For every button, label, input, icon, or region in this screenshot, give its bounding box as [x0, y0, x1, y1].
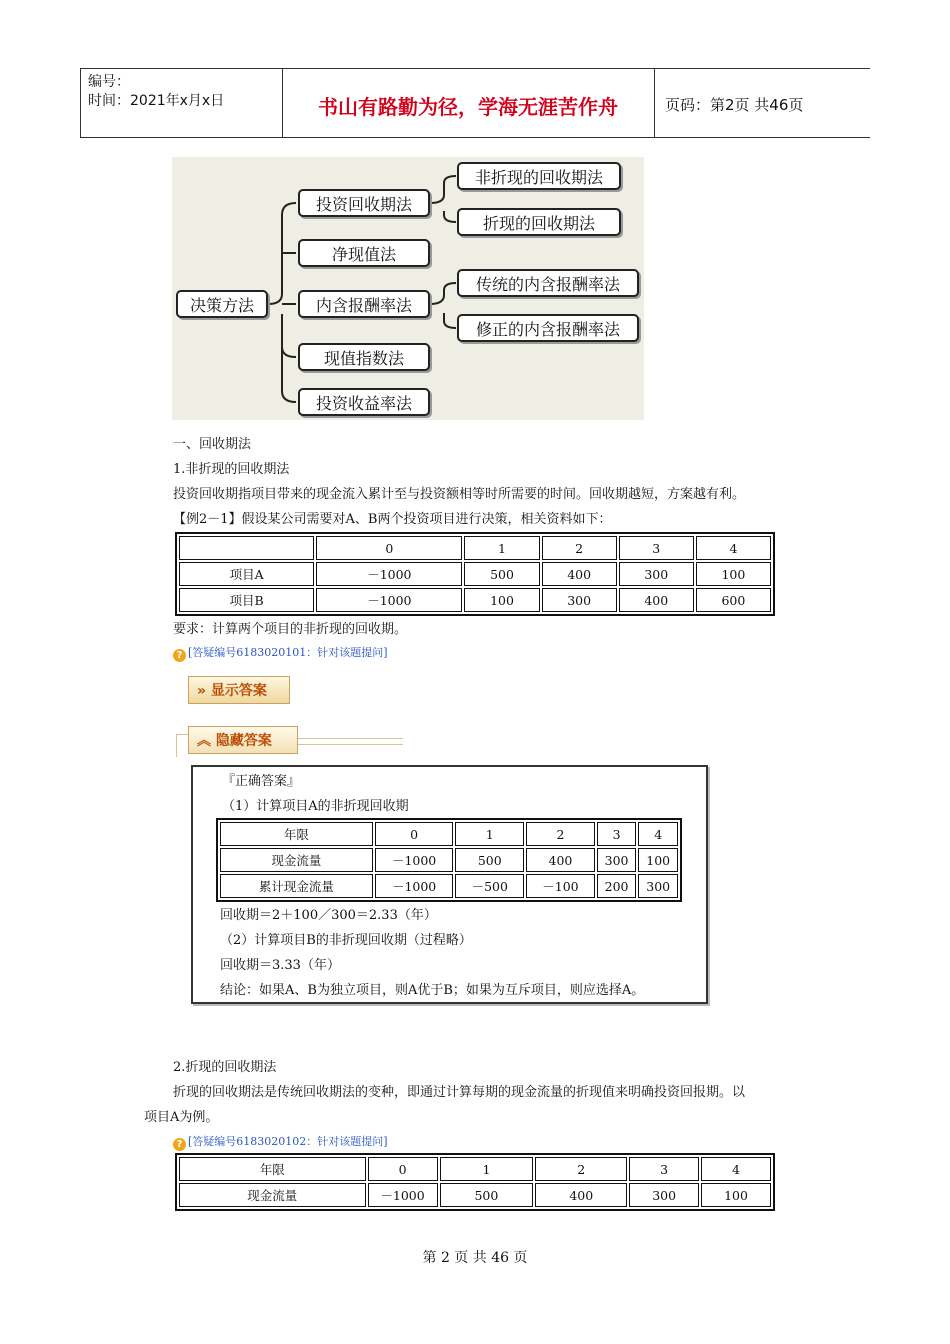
table-cell: 0 [368, 1157, 438, 1181]
node-undiscounted-payback: 非折现的回收期法 [457, 162, 621, 190]
table-header-row [179, 1157, 771, 1181]
double-chevron-up-icon: ︽ [197, 733, 211, 749]
header-divider [80, 69, 81, 137]
table-cell: 100 [464, 588, 539, 612]
table-cell: 100 [696, 562, 771, 586]
answer-result2: 回收期＝3.33（年） [220, 958, 340, 973]
table-cell: 100 [701, 1183, 771, 1207]
table-cell: 3 [619, 536, 694, 560]
table-cell: 2 [535, 1157, 627, 1181]
table-cell: 2 [542, 536, 617, 560]
show-answer-label: 显示答案 [210, 683, 267, 699]
node-irr-method: 内含报酬率法 [298, 290, 430, 318]
table-cell: 400 [535, 1183, 627, 1207]
paragraph: 折现的回收期法是传统回收期法的变种，即通过计算每期的现金流量的折现值来明确投资回报期。以 [173, 1085, 746, 1100]
table-cell: 累计现金流量 [220, 874, 373, 898]
table-cell: 300 [542, 588, 617, 612]
diagram-root-node: 决策方法 [176, 290, 268, 318]
paragraph: 项目A为例。 [144, 1110, 219, 1125]
table-cell: －500 [455, 874, 524, 898]
question-icon: ? [173, 1138, 186, 1151]
table-cell: 年限 [179, 1157, 366, 1181]
table-cell: 500 [464, 562, 539, 586]
table-row [220, 848, 678, 872]
header-time-label: 时间：2021年x月x日 [88, 93, 225, 109]
table-cell: 400 [542, 562, 617, 586]
answer-title: 『正确答案』 [222, 774, 301, 789]
header-divider [654, 69, 655, 137]
node-modified-irr: 修正的内含报酬率法 [457, 314, 639, 342]
paragraph: 投资回收期指项目带来的现金流入累计至与投资额相等时所需要的时间。回收期越短，方案越有利。 [173, 487, 746, 502]
table-cell: 项目B [179, 588, 314, 612]
node-npv-method: 净现值法 [298, 239, 430, 267]
table-cell: 300 [619, 562, 694, 586]
node-pi-method: 现值指数法 [298, 343, 430, 371]
table-cell: 现金流量 [179, 1183, 366, 1207]
table-cell: 3 [597, 822, 637, 846]
requirement-text: 要求：计算两个项目的非折现的回收期。 [173, 622, 408, 637]
subsection-heading: 2.折现的回收期法 [173, 1060, 277, 1075]
double-chevron-right-icon: » [197, 683, 207, 699]
discounted-payback-table [175, 1153, 775, 1211]
answer-result1: 回收期＝2＋100／300＝2.33（年） [220, 908, 437, 923]
table-cell: 4 [696, 536, 771, 560]
hide-answer-button[interactable] [188, 726, 298, 754]
node-payback-method: 投资回收期法 [298, 189, 430, 217]
decision-methods-diagram [172, 157, 644, 420]
answer-tab-rule [298, 738, 403, 745]
header-meta [88, 73, 224, 111]
table-cell: 500 [440, 1183, 534, 1207]
answer-step2: （2）计算项目B的非折现回收期（过程略） [220, 933, 472, 948]
hide-answer-label: 隐藏答案 [215, 733, 272, 749]
table-cell: －1000 [375, 874, 454, 898]
table-cell: 1 [440, 1157, 534, 1181]
table-cell: 2 [526, 822, 595, 846]
table-cell: 0 [316, 536, 462, 560]
table-cell: 现金流量 [220, 848, 373, 872]
qa-link[interactable]: [答疑编号6183020101：针对该题提问] [188, 646, 388, 659]
node-discounted-payback: 折现的回收期法 [457, 208, 621, 236]
header-motto: 书山有路勤为径，学海无涯苦作舟 [318, 95, 618, 119]
table-cell: 项目A [179, 562, 314, 586]
header-number-label: 编号： [88, 74, 130, 90]
table-row [179, 1183, 771, 1207]
table-cell: 300 [638, 874, 678, 898]
table-cell: 1 [455, 822, 524, 846]
question-icon: ? [173, 649, 186, 662]
qa-link-row[interactable] [173, 1130, 388, 1151]
example-text: 【例2－1】假设某公司需要对A、B两个投资项目进行决策，相关资料如下： [173, 512, 612, 527]
table-cell: 300 [597, 848, 637, 872]
table-cell: 400 [619, 588, 694, 612]
table-cell: 1 [464, 536, 539, 560]
section-heading: 一、回收期法 [173, 437, 252, 452]
table-cell: 3 [629, 1157, 699, 1181]
table-header-row [220, 822, 678, 846]
subsection-heading: 1.非折现的回收期法 [173, 462, 290, 477]
table-cell: 300 [629, 1183, 699, 1207]
table-cell: －1000 [316, 562, 462, 586]
table-cell: －1000 [316, 588, 462, 612]
table-cell: 400 [526, 848, 595, 872]
table-cell: －100 [526, 874, 595, 898]
page-header [80, 68, 870, 138]
page-footer: 第 2 页 共 46 页 [422, 1250, 528, 1266]
table-header-row [179, 536, 771, 560]
show-answer-button[interactable] [188, 676, 290, 704]
projects-cashflow-table [175, 532, 775, 616]
table-cell [179, 536, 314, 560]
qa-link[interactable]: [答疑编号6183020102：针对该题提问] [188, 1135, 388, 1148]
table-cell: －1000 [375, 848, 454, 872]
table-cell: 4 [638, 822, 678, 846]
table-cell: 500 [455, 848, 524, 872]
node-traditional-irr: 传统的内含报酬率法 [457, 269, 639, 297]
table-cell: 年限 [220, 822, 373, 846]
qa-link-row[interactable] [173, 641, 388, 662]
node-roi-method: 投资收益率法 [298, 388, 430, 416]
table-cell: 4 [701, 1157, 771, 1181]
header-page-label: 页码：第2页 共46页 [665, 96, 804, 114]
table-row [179, 588, 771, 612]
table-cell: 200 [597, 874, 637, 898]
table-row [179, 562, 771, 586]
table-cell: 0 [375, 822, 454, 846]
table-row [220, 874, 678, 898]
table-cell: －1000 [368, 1183, 438, 1207]
table-cell: 100 [638, 848, 678, 872]
project-a-table [216, 818, 682, 902]
answer-step1: （1）计算项目A的非折现回收期 [222, 799, 409, 814]
answer-conclusion: 结论：如果A、B为独立项目，则A优于B；如果为互斥项目，则应选择A。 [220, 983, 645, 998]
table-cell: 600 [696, 588, 771, 612]
